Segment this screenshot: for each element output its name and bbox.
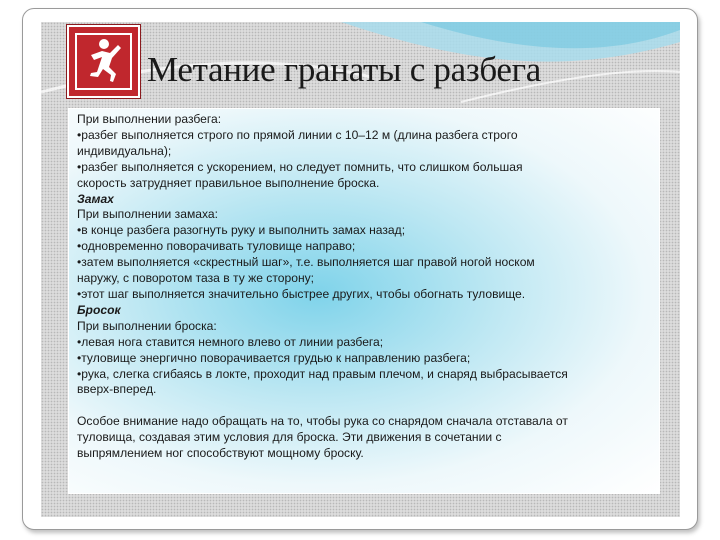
sport-logo: [67, 25, 140, 98]
section-heading: Замах: [77, 191, 114, 206]
text-line: наружу, с поворотом таза в ту же сторону;: [77, 271, 315, 286]
text-line: •затем выполняется «скрестный шаг», т.е. выполняется шаг правой ногой носком: [77, 255, 535, 270]
text-line: •одновременно поворачивать туловище направо;: [77, 239, 356, 254]
text-line: индивидуальна);: [77, 143, 172, 158]
text-line: •этот шаг выполняется значительно быстрее других, чтобы обогнать туловище.: [77, 286, 526, 301]
text-line: При выполнении замаха:: [77, 207, 218, 222]
text-line: Особое внимание надо обращать на то, чтобы рука со снарядом сначала отставала от: [77, 414, 568, 429]
page-title: Метание гранаты с разбега: [147, 50, 541, 89]
text-line: выпрямлением ног способствуют мощному броску.: [77, 446, 364, 461]
text-line: •туловище энергично поворачивается грудью к направлению разбега;: [77, 350, 471, 365]
text-line: При выполнении броска:: [77, 318, 217, 333]
text-line: •левая нога ставится немного влево от линии разбега;: [77, 334, 384, 349]
text-line: •в конце разбега разогнуть руку и выполнить замах назад;: [77, 223, 406, 238]
text-line: туловища, создавая этим условия для броска. Эти движения в сочетании с: [77, 430, 502, 445]
text-line: •разбег выполняется с ускорением, но следует помнить, что слишком большая: [77, 159, 523, 174]
running-thrower-icon: [69, 27, 138, 96]
text-line: •рука, слегка сгибаясь в локте, проходит над правым плечом, и снаряд выбрасывается: [77, 366, 568, 381]
content-panel: [68, 108, 660, 494]
slide: [41, 22, 680, 517]
text-line: скорость затрудняет правильное выполнение броска.: [77, 175, 380, 190]
text-line: •разбег выполняется строго по прямой линии с 10–12 м (длина разбега строго: [77, 127, 518, 142]
text-line: вверх-вперед.: [77, 382, 157, 397]
section-heading: Бросок: [77, 302, 121, 317]
text-line: При выполнении разбега:: [77, 112, 222, 126]
